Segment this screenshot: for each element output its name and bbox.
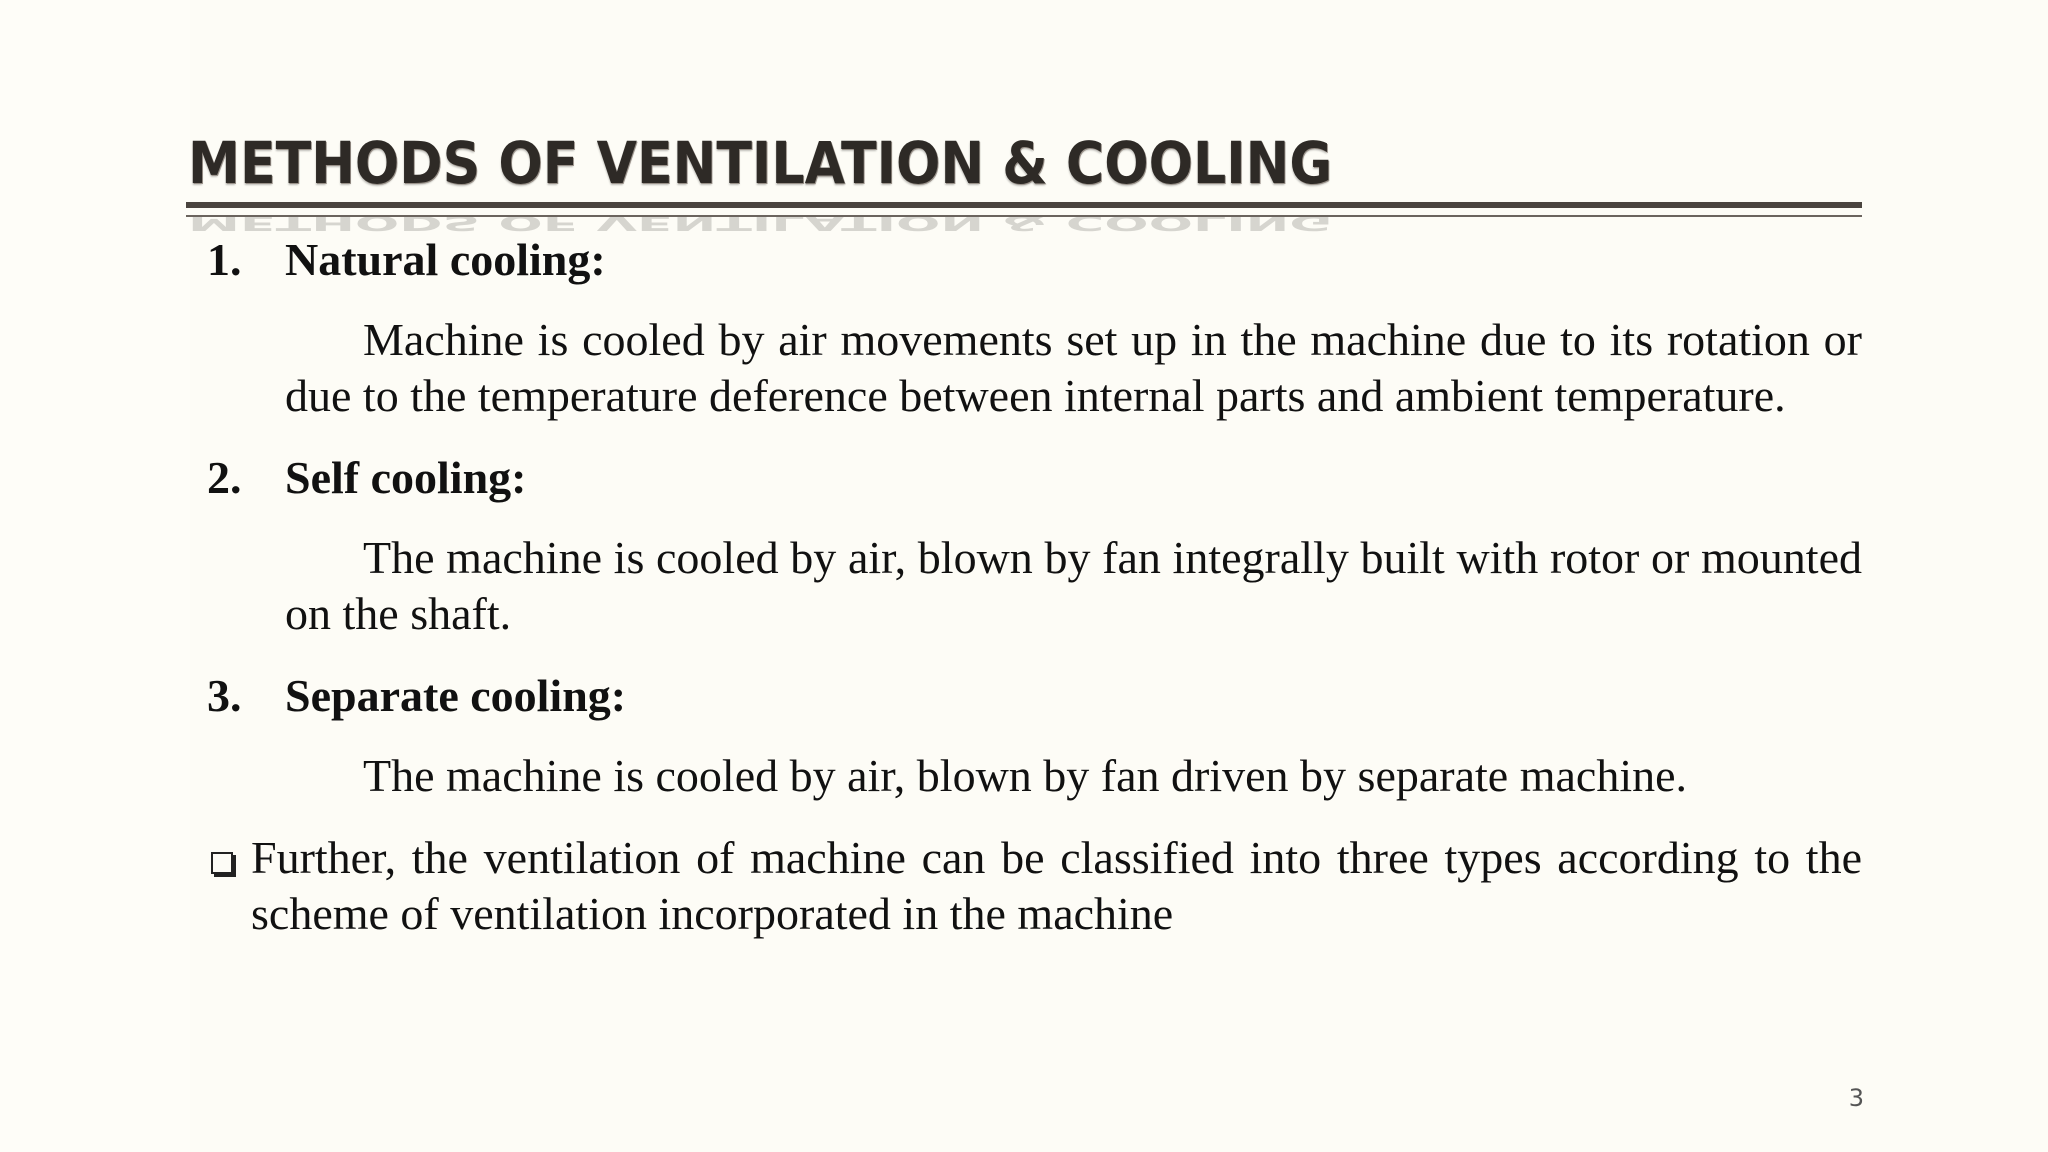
item-number: 2. [207, 452, 242, 503]
list-item [207, 232, 1862, 424]
item-description: Machine is cooled by air movements set up in the machine due to its rotation or due to the temperature deference between internal parts and ambient temperature. [285, 314, 1862, 421]
title-area [188, 118, 1388, 235]
item-title: Separate cooling: [285, 670, 627, 721]
item-heading [207, 232, 1862, 288]
item-heading [207, 668, 1862, 724]
note-text: Further, the ventilation of machine can be classified into three types according to the scheme of ventilation incorporated in the machine [251, 832, 1862, 939]
item-title: Self cooling: [285, 452, 527, 503]
list-item [207, 450, 1862, 642]
list-item [207, 668, 1862, 804]
title-underline-thin [186, 215, 1862, 217]
slide-content [207, 232, 1862, 942]
item-heading [207, 450, 1862, 506]
note-paragraph [207, 830, 1862, 942]
item-title: Natural cooling: [285, 234, 606, 285]
slide-title-reflection: METHODS OF VENTILATION & COOLING [188, 211, 1333, 235]
slide-title: METHODS OF VENTILATION & COOLING [188, 129, 1333, 197]
item-description: The machine is cooled by air, blown by fan integrally built with rotor or mounted on the shaft. [285, 532, 1862, 639]
slide-left-margin [0, 0, 190, 1152]
item-number: 1. [207, 234, 242, 285]
item-number: 3. [207, 670, 242, 721]
page-number: 3 [1848, 1084, 1864, 1112]
item-description: The machine is cooled by air, blown by fan driven by separate machine. [363, 750, 1688, 801]
checkbox-bullet-icon [211, 852, 233, 874]
title-underline-thick [186, 202, 1862, 208]
